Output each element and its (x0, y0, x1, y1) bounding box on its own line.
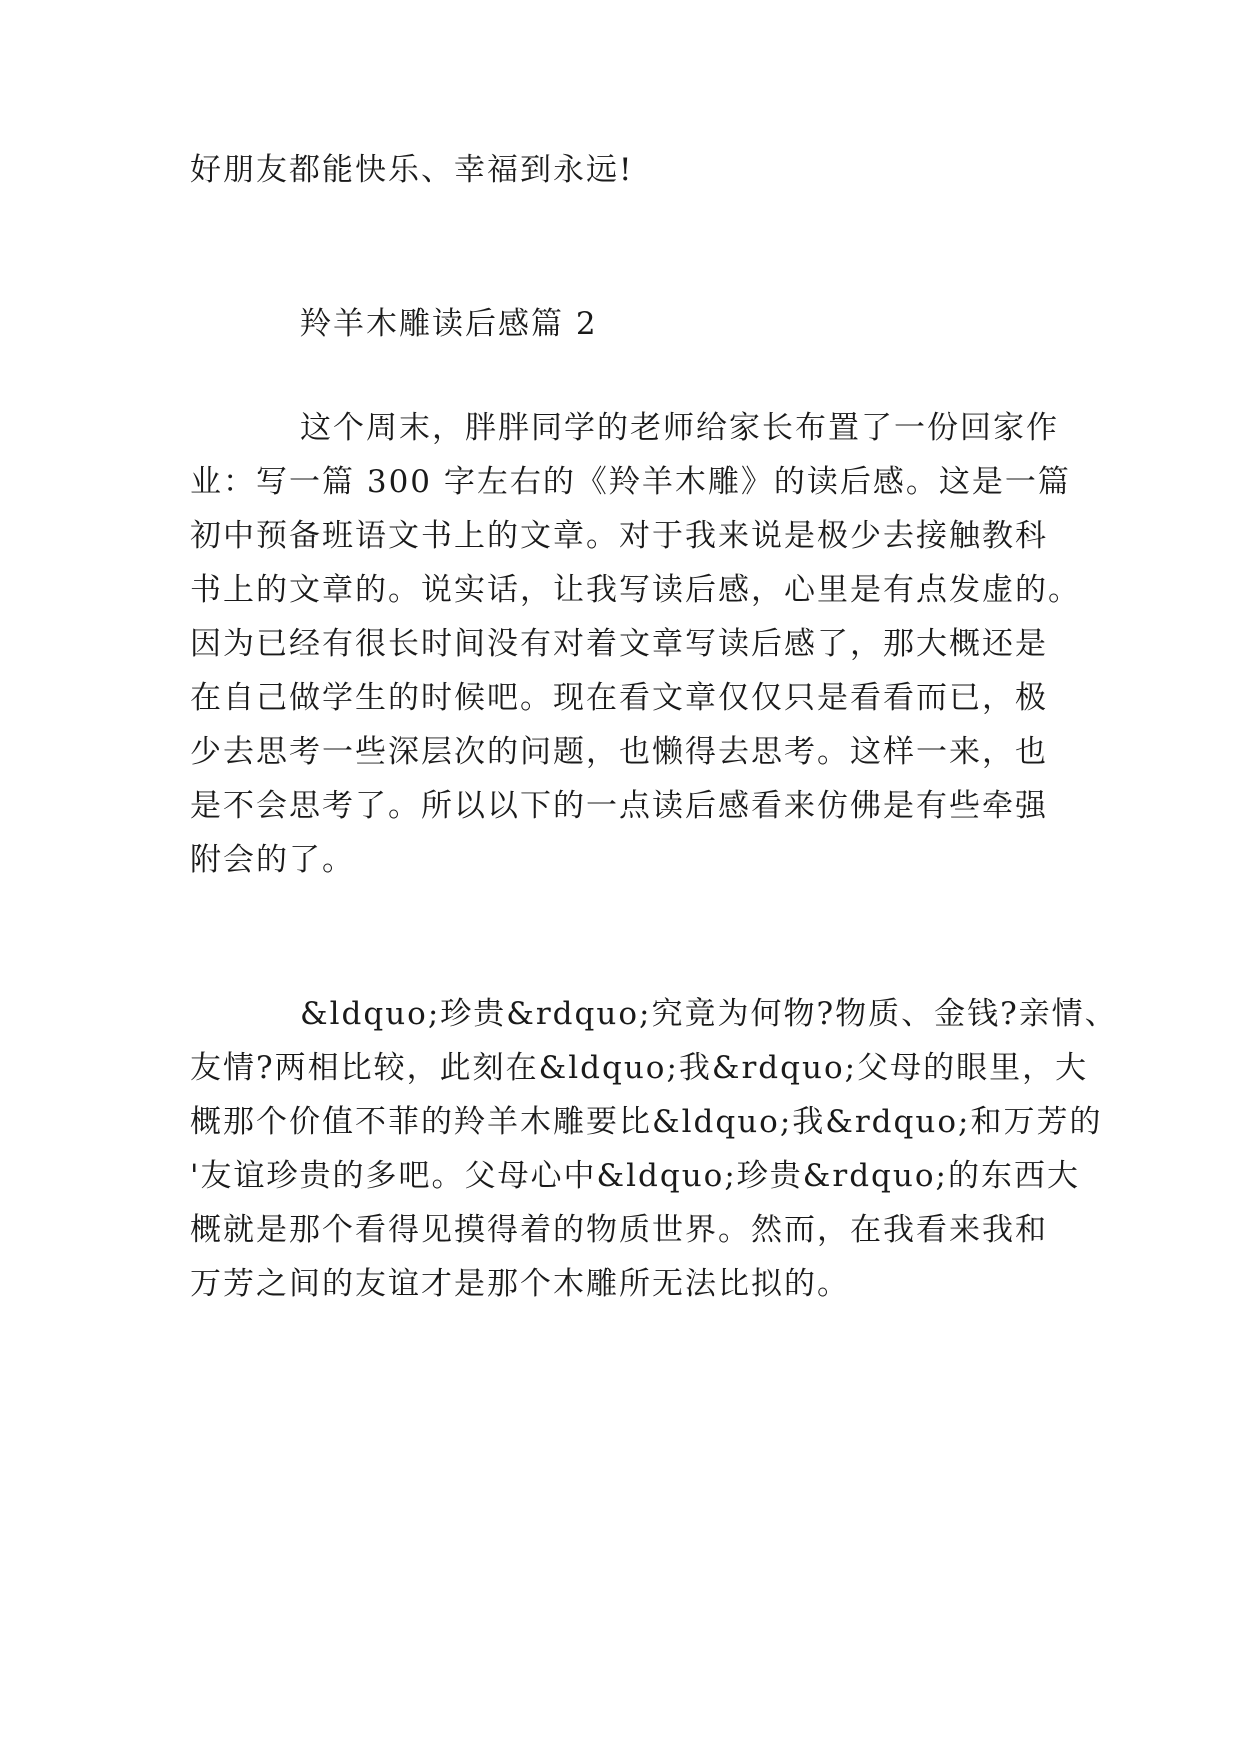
paragraph-line: 因为已经有很长时间没有对着文章写读后感了，那大概还是 (190, 626, 1048, 662)
paragraph-line: 书上的文章的。说实话，让我写读后感，心里是有点发虚的。 (190, 572, 1081, 608)
section-title: 羚羊木雕读后感篇 2 (300, 306, 598, 342)
paragraph-line: 概就是那个看得见摸得着的物质世界。然而，在我看来我和 (190, 1212, 1048, 1248)
paragraph-line: 附会的了。 (190, 842, 355, 878)
paragraph-line: 这个周末，胖胖同学的老师给家长布置了一份回家作 (300, 410, 1059, 446)
paragraph-line: 在自己做学生的时候吧。现在看文章仅仅只是看看而已，极 (190, 680, 1048, 716)
paragraph-line: 友情?两相比较，此刻在&ldquo;我&rdquo;父母的眼里，大 (190, 1050, 1089, 1086)
paragraph-line: 是不会思考了。所以以下的一点读后感看来仿佛是有些牵强 (190, 788, 1048, 824)
paragraph-line: 少去思考一些深层次的问题，也懒得去思考。这样一来，也 (190, 734, 1048, 770)
paragraph-line: 初中预备班语文书上的文章。对于我来说是极少去接触教科 (190, 518, 1048, 554)
paragraph-line: 万芳之间的友谊才是那个木雕所无法比拟的。 (190, 1266, 850, 1302)
paragraph-line: '友谊珍贵的多吧。父母心中&ldquo;珍贵&rdquo;的东西大 (190, 1158, 1080, 1194)
closing-line: 好朋友都能快乐、幸福到永远! (190, 152, 634, 188)
paragraph-line: 业：写一篇 300 字左右的《羚羊木雕》的读后感。这是一篇 (190, 464, 1071, 500)
paragraph-line: &ldquo;珍贵&rdquo;究竟为何物?物质、金钱?亲情、 (300, 996, 1118, 1032)
paragraph-line: 概那个价值不菲的羚羊木雕要比&ldquo;我&rdquo;和万芳的 (190, 1104, 1103, 1140)
